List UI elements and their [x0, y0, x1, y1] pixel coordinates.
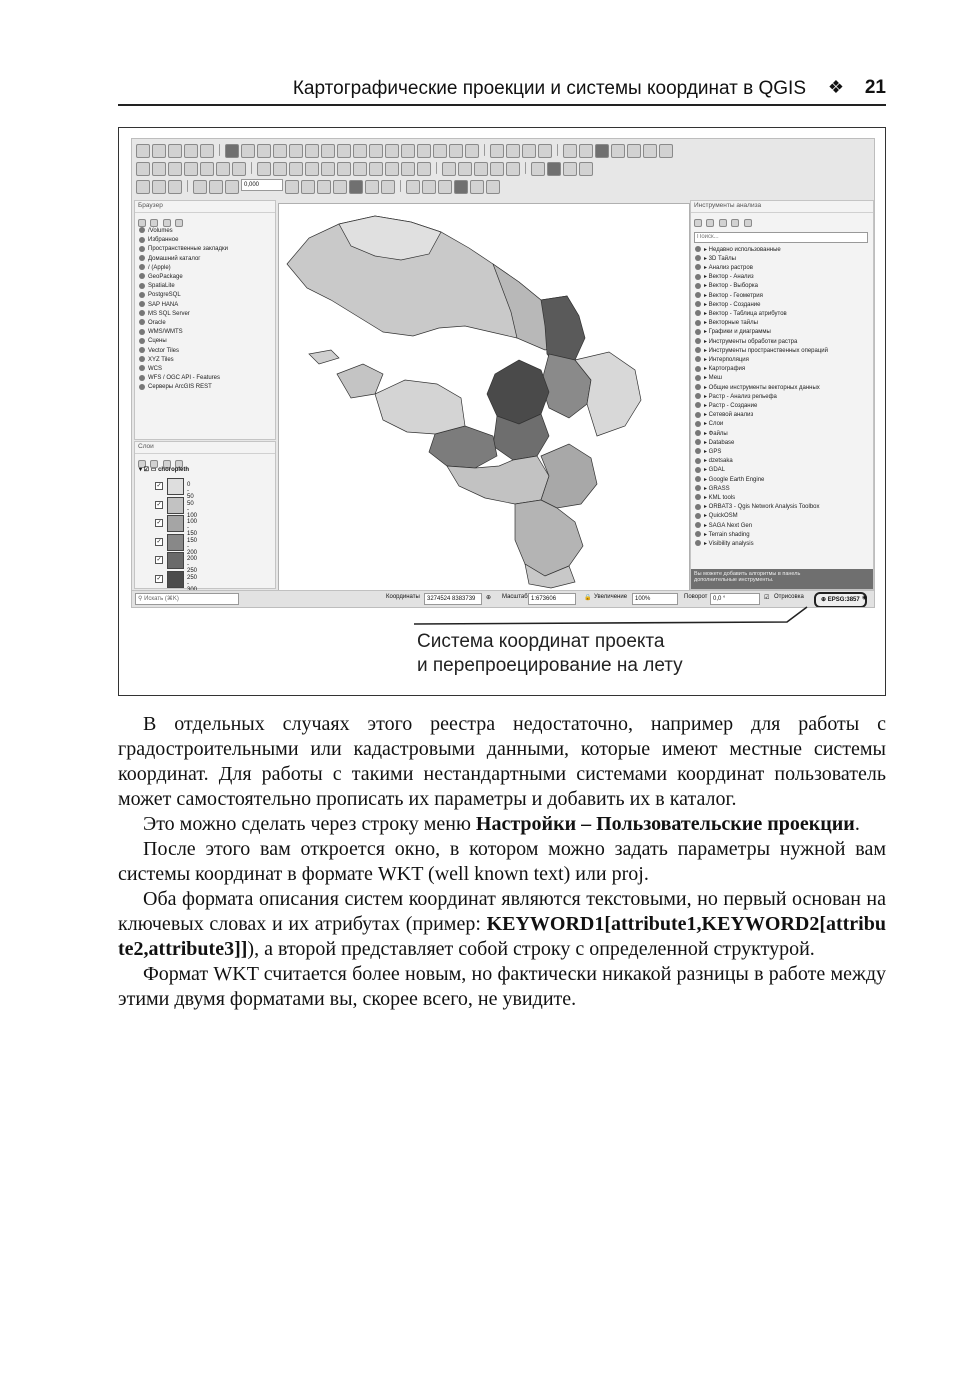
scale-label: Масштаб: [502, 594, 528, 600]
rotation-field[interactable]: 0,0 °: [710, 593, 760, 605]
legend-checkbox[interactable]: ✓: [156, 557, 162, 563]
locator-placeholder: Искать (⌘K): [144, 596, 179, 602]
legend-label: 250 -: [187, 574, 198, 587]
body-text: [118, 712, 886, 1012]
processing-group-label: ▸ dzetsaka: [704, 458, 733, 465]
browser-item-label: WMS/WMTS: [148, 329, 183, 336]
processing-group-label: ▸ Вектор - Таблица атрибутов: [704, 310, 787, 317]
scale-field[interactable]: 1:673606: [528, 593, 576, 605]
processing-group-label: ▸ Растр - Анализ рельефа: [704, 393, 777, 400]
figure-caption: [417, 630, 683, 678]
processing-group-label: ▸ Database: [704, 439, 735, 446]
processing-group-label: ▸ GDAL: [704, 467, 726, 474]
processing-group-label: ▸ Google Earth Engine: [704, 476, 765, 483]
wkt-example: KEYWORD1[attribute1,KEYWORD2[attribute2,attribute3]]: [118, 913, 886, 960]
paragraph-4: [118, 887, 886, 962]
magnifier-field[interactable]: 100%: [632, 593, 678, 605]
header-title: Картографические проекции и системы координат в QGIS: [292, 78, 806, 99]
tolerance-field[interactable]: 0,000: [241, 179, 283, 191]
processing-group-label: ▸ Вектор - Создание: [704, 301, 761, 308]
browser-item-label: Oracle: [148, 320, 166, 327]
layers-panel-title: Слои: [135, 442, 275, 454]
lock-scale-icon[interactable]: 🔒: [584, 595, 592, 601]
browser-item-label: MS SQL Server: [148, 310, 190, 317]
legend-label: 100 - 150: [187, 519, 198, 537]
caption-line-1: Система координат проекта: [417, 631, 665, 652]
menu-path: Настройки – Пользовательские проекции: [475, 813, 855, 835]
messages-icon[interactable]: ◉: [862, 595, 868, 601]
browser-item-label: WFS / OGC API - Features: [148, 375, 221, 382]
processing-group-label: ▸ QuickOSM: [704, 513, 738, 520]
browser-item-label: Домашний каталог: [148, 255, 201, 262]
toggle-extents-icon[interactable]: ⊕: [486, 595, 492, 601]
legend-checkbox[interactable]: ✓: [156, 538, 162, 545]
processing-group-label: ▸ 3D Тайлы: [704, 255, 736, 262]
legend-label: 200 - 250: [187, 556, 198, 574]
browser-item-label: WCS: [148, 366, 162, 373]
layer-visible-checkbox[interactable]: ▾ ☑ ▭: [139, 467, 159, 473]
processing-group-label: ▸ Вектор - Геометрия: [704, 292, 763, 299]
processing-panel-title: Инструменты анализа: [691, 201, 873, 213]
processing-group-label: ▸ Terrain shading: [704, 531, 750, 538]
rotation-label: Поворот: [684, 594, 708, 600]
paragraph-3: После этого вам откроется окно, в котором можно задать параметры нужной вам системы координат в формате WKT (well known text) или proj.: [118, 838, 886, 885]
paragraph-2-text: Это можно сделать через строку меню: [143, 813, 476, 835]
render-label: Отрисовка: [774, 594, 804, 600]
magnifier-label: Увеличение: [594, 594, 628, 600]
browser-item-label: Пространственные закладки: [148, 246, 228, 253]
processing-group-label: ▸ ORBAT3 - Qgis Network Analysis Toolbox: [704, 504, 820, 511]
browser-item-label: Серверы ArcGIS REST: [148, 384, 212, 391]
browser-item-label: PostgreSQL: [148, 292, 181, 299]
browser-item-label: /Volumes: [148, 228, 173, 234]
legend-checkbox[interactable]: ✓: [156, 501, 162, 508]
browser-item-label: / (Apple): [148, 264, 171, 271]
processing-group-label: ▸ KML tools: [704, 494, 736, 501]
processing-group-label: ▸ Инструменты обработки растра: [704, 338, 798, 345]
browser-item-label: Сцены: [148, 338, 167, 345]
processing-group-label: ▸ Векторные тайлы: [704, 320, 758, 327]
processing-group-label: ▸ Сетевой анализ: [704, 412, 754, 419]
paragraph-4-text: Оба формата описания систем координат являются текстовыми, но первый основан на ключевых словах и их атрибутах (пример:: [118, 888, 886, 935]
legend-checkbox[interactable]: ✓: [156, 483, 162, 489]
paragraph-2: [118, 812, 886, 837]
browser-item-label: Vector Tiles: [148, 347, 180, 354]
processing-group-label: ▸ Слои: [704, 421, 724, 428]
processing-group-label: ▸ Интерполяция: [704, 356, 749, 363]
legend-checkbox[interactable]: ✓: [156, 520, 162, 526]
figure: [118, 127, 886, 696]
coordinate-field[interactable]: 3274524 8383739: [424, 593, 482, 605]
layer-name: choropleth: [158, 467, 190, 473]
caption-line-2: и перепроецирование на лету: [417, 655, 683, 676]
processing-group-label: ▸ Меш: [704, 375, 722, 382]
processing-group-label: ▸ Вектор - Анализ: [704, 274, 754, 281]
paragraph-5: Формат WKT считается более новым, но фактически никакой разницы в работе между этими двумя форматами вы, скорее всего, не увидите.: [118, 963, 886, 1010]
processing-group-label: ▸ GPS: [704, 448, 722, 455]
processing-group-label: ▸ Инструменты пространственных операций: [704, 347, 828, 354]
page-number: 21: [864, 77, 886, 98]
browser-item-label: Избранное: [148, 237, 179, 244]
processing-group-label: ▸ Растр - Создание: [704, 402, 758, 409]
processing-group-label: ▸ Недавно использованные: [704, 246, 781, 253]
render-checkbox[interactable]: ☑: [764, 595, 770, 601]
processing-group-label: ▸ Файлы: [704, 430, 728, 437]
legend-checkbox[interactable]: ✓: [156, 575, 162, 582]
processing-group-label: ▸ Visibility analysis: [704, 541, 754, 547]
running-header: [118, 74, 886, 106]
crs-globe-icon: ⊕: [821, 597, 828, 603]
processing-hint-text: Вы можете добавить алгоритмы в панель: [694, 571, 801, 577]
processing-group-label: ▸ SAGA Next Gen: [704, 522, 753, 529]
processing-group-label: ▸ Анализ растров: [704, 264, 753, 271]
legend-label: 50 - 100: [187, 500, 198, 519]
processing-group-label: ▸ Вектор - Выборка: [704, 283, 758, 290]
processing-group-label: ▸ Общие инструменты векторных данных: [704, 384, 820, 391]
paragraph-2-end: .: [854, 813, 860, 835]
browser-item-label: SpatiaLite: [148, 283, 175, 290]
browser-item-label: XYZ Tiles: [148, 356, 174, 363]
legend-label: 0 - 50: [187, 482, 194, 500]
legend-label: 150 - 200: [187, 537, 198, 556]
browser-item-label: SAP HANA: [148, 301, 179, 308]
header-separator-icon: ❖: [827, 77, 844, 98]
paragraph-1: В отдельных случаях этого реестра недостаточно, например для работы с градостроительными или кадастровыми данными, которые имеют местные системы координат. Для работы с такими нестандартными системами координат пользователь может самостоятельно прописать их параметры и добавить их в каталог.: [118, 713, 886, 810]
locator-search-icon: ⚲: [138, 596, 145, 602]
processing-group-label: ▸ GRASS: [704, 485, 730, 492]
browser-item-label: GeoPackage: [148, 274, 183, 281]
annotation-arrow: [119, 128, 885, 695]
processing-group-label: ▸ Картография: [704, 366, 746, 373]
crs-value: EPSG:3857: [827, 597, 860, 603]
processing-group-label: ▸ Графики и диаграммы: [704, 329, 771, 336]
paragraph-4-end: ), а второй представляет собой строку с определенной структурой.: [247, 938, 815, 960]
processing-hint-text-2: дополнительные инструменты.: [694, 577, 774, 583]
browser-panel-title: Браузер: [135, 201, 275, 213]
coordinate-label: Координаты: [386, 594, 420, 600]
